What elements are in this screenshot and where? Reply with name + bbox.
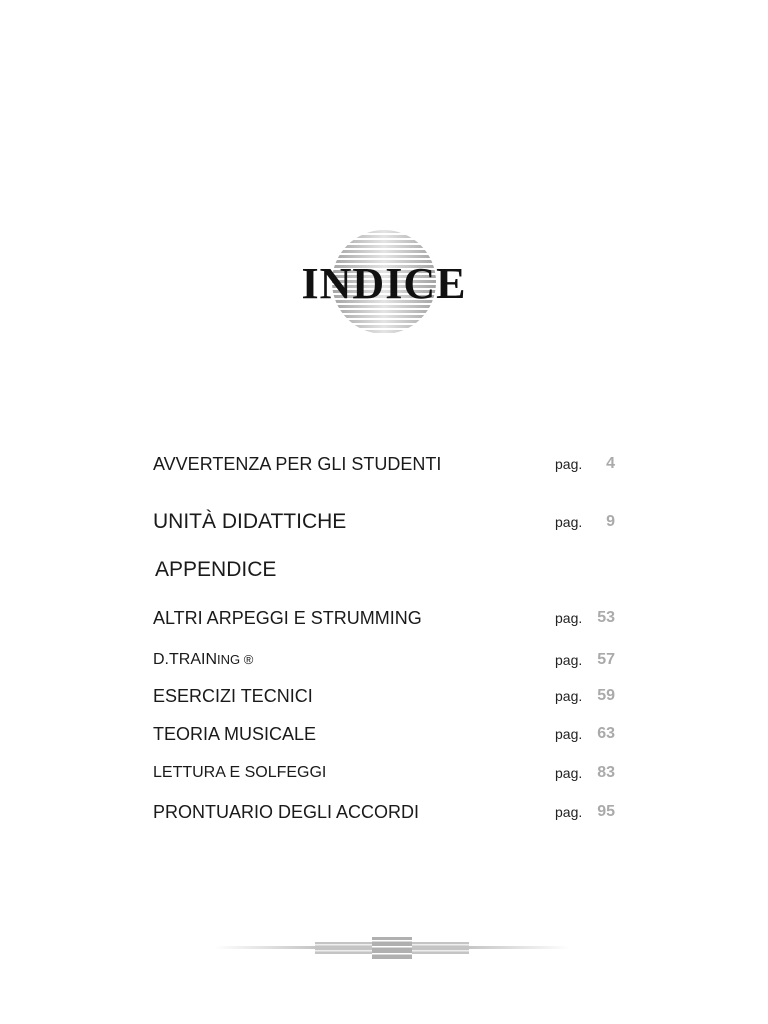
toc-pag-label: pag. (555, 726, 583, 742)
page-title: INDICE (301, 259, 467, 308)
toc-page-number: 59 (597, 687, 615, 704)
toc-entry-label: TEORIA MUSICALE (153, 724, 317, 744)
toc-pag-label: pag. (555, 610, 583, 626)
toc-entry-label: UNITÀ DIDATTICHE (153, 510, 347, 533)
toc-entry[interactable] (153, 800, 615, 824)
toc-page-number: 95 (597, 803, 615, 820)
toc-entry-label-suffix: ING ® (217, 652, 254, 667)
toc-section-heading (153, 558, 615, 582)
toc-page-number: 83 (597, 764, 615, 781)
toc-entry[interactable] (153, 510, 615, 534)
bottom-ornament-icon (214, 932, 570, 964)
toc-pag-label: pag. (555, 688, 583, 704)
toc-entry[interactable] (153, 648, 615, 672)
toc-entry-label: ESERCIZI TECNICI (153, 686, 313, 706)
toc-entry[interactable] (153, 684, 615, 708)
title-block (284, 224, 484, 340)
toc-entry[interactable] (153, 722, 615, 746)
toc-section-label: APPENDICE (155, 558, 277, 581)
toc-entry-label-main: D.TRAIN (153, 651, 217, 668)
toc-pag-label: pag. (555, 514, 583, 530)
toc-page-number: 57 (597, 651, 615, 668)
toc-page-number: 53 (597, 609, 615, 626)
toc-entry[interactable] (153, 606, 615, 630)
toc-entry-label: ALTRI ARPEGGI E STRUMMING (153, 608, 422, 628)
toc-page-number: 4 (606, 455, 615, 472)
toc-entry-label: PRONTUARIO DEGLI ACCORDI (153, 802, 420, 822)
toc-pag-label: pag. (555, 652, 583, 668)
toc-entry[interactable] (153, 761, 615, 785)
toc-page-number: 9 (606, 513, 615, 530)
toc-entry[interactable] (153, 452, 615, 476)
toc-entry-label: LETTURA E SOLFEGGI (153, 764, 327, 781)
toc-pag-label: pag. (555, 456, 583, 472)
toc-page-number: 63 (597, 725, 615, 742)
toc-pag-label: pag. (555, 765, 583, 781)
toc-pag-label: pag. (555, 804, 583, 820)
toc-entry-label (153, 648, 253, 672)
toc-entry-label: AVVERTENZA PER GLI STUDENTI (153, 454, 442, 474)
